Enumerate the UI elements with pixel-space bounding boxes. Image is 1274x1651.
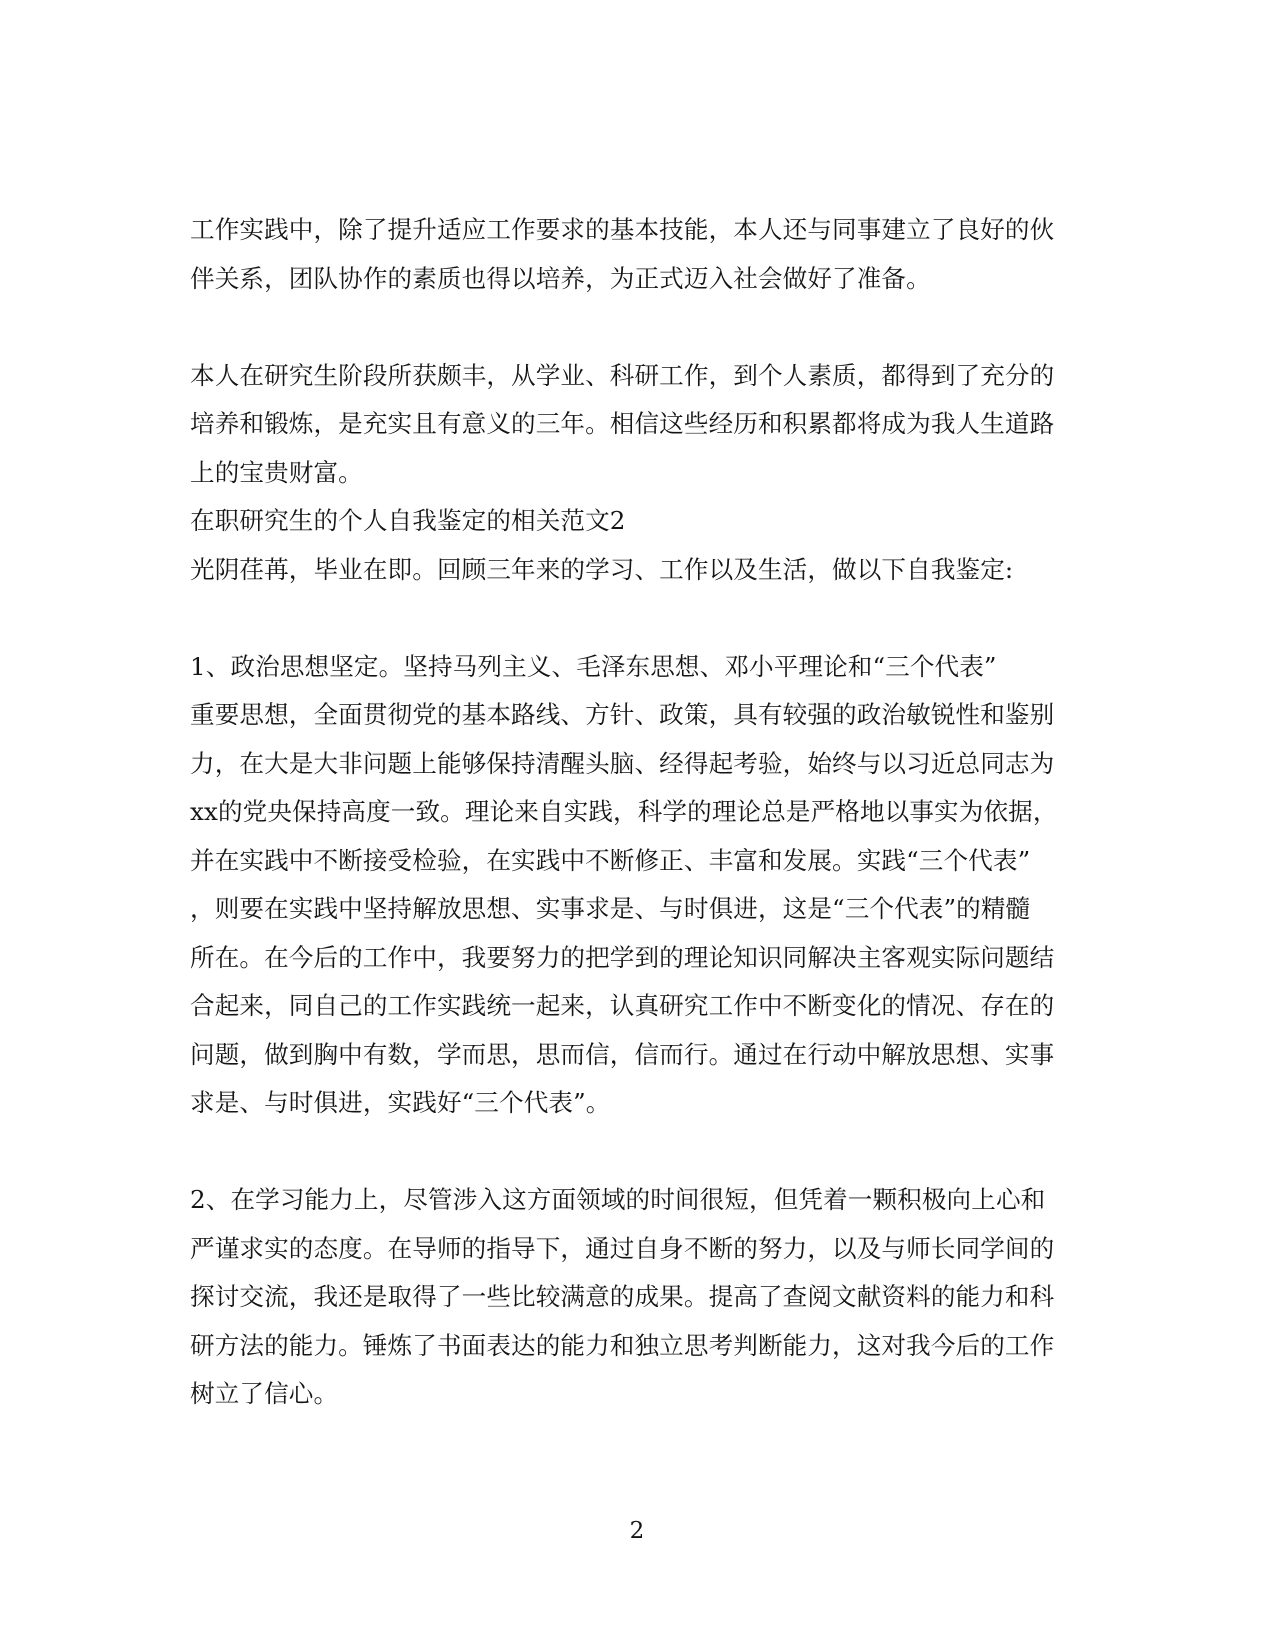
- text-line: 探讨交流，我还是取得了一些比较满意的成果。提高了查阅文献资料的能力和科: [190, 1282, 1055, 1311]
- text-line: 重要思想，全面贯彻党的基本路线、方针、政策，具有较强的政治敏锐性和鉴别: [190, 700, 1055, 729]
- page-number: 2: [629, 1518, 645, 1544]
- text-line: ，则要在实践中坚持解放思想、实事求是、与时俱进，这是“三个代表”的精髓: [190, 894, 1031, 923]
- text-line: 1、政治思想坚定。坚持马列主义、毛泽东思想、邓小平理论和“三个代表”: [190, 651, 997, 681]
- blank-line: [190, 1128, 1070, 1177]
- text-line: 伴关系，团队协作的素质也得以培养，为正式迈入社会做好了准备。: [190, 263, 931, 293]
- document-body: [190, 206, 1070, 1419]
- text-line: 合起来，同自己的工作实践统一起来，认真研究工作中不断变化的情况、存在的: [190, 991, 1055, 1020]
- blank-line: [190, 303, 1070, 352]
- text-line: 本人在研究生阶段所获颇丰，从学业、科研工作，到个人素质，都得到了充分的: [190, 360, 1055, 390]
- text-line: 并在实践中不断接受检验，在实践中不断修正、丰富和发展。实践“三个代表”: [190, 845, 1031, 875]
- text-line: 树立了信心。: [190, 1379, 339, 1408]
- text-line: 培养和锻炼，是充实且有意义的三年。相信这些经历和积累都将成为我人生道路: [190, 409, 1055, 438]
- text-line: 在职研究生的个人自我鉴定的相关范文2: [190, 506, 626, 535]
- text-line: 研方法的能力。锤炼了书面表达的能力和独立思考判断能力，这对我今后的工作: [190, 1330, 1055, 1360]
- text-line: xx的党央保持高度一致。理论来自实践，科学的理论总是严格地以事实为依据，: [190, 797, 1058, 826]
- text-line: 力，在大是大非问题上能够保持清醒头脑、经得起考验，始终与以习近总同志为: [190, 748, 1055, 778]
- text-line: 光阴荏苒，毕业在即。回顾三年来的学习、工作以及生活，做以下自我鉴定:: [190, 554, 1014, 584]
- blank-line: [190, 594, 1070, 643]
- text-line: 2、在学习能力上，尽管涉入这方面领域的时间很短，但凭着一颗积极向上心和: [190, 1185, 1046, 1214]
- text-line: 工作实践中，除了提升适应工作要求的基本技能，本人还与同事建立了良好的伙: [190, 215, 1055, 244]
- text-line: 求是、与时俱进，实践好“三个代表”。: [190, 1088, 611, 1117]
- text-line: 上的宝贵财富。: [190, 457, 363, 487]
- text-line: 严谨求实的态度。在导师的指导下，通过自身不断的努力，以及与师长同学间的: [190, 1233, 1055, 1263]
- text-line: 问题，做到胸中有数，学而思，思而信，信而行。通过在行动中解放思想、实事: [190, 1039, 1055, 1069]
- text-line: 所在。在今后的工作中，我要努力的把学到的理论知识同解决主客观实际问题结: [190, 942, 1055, 972]
